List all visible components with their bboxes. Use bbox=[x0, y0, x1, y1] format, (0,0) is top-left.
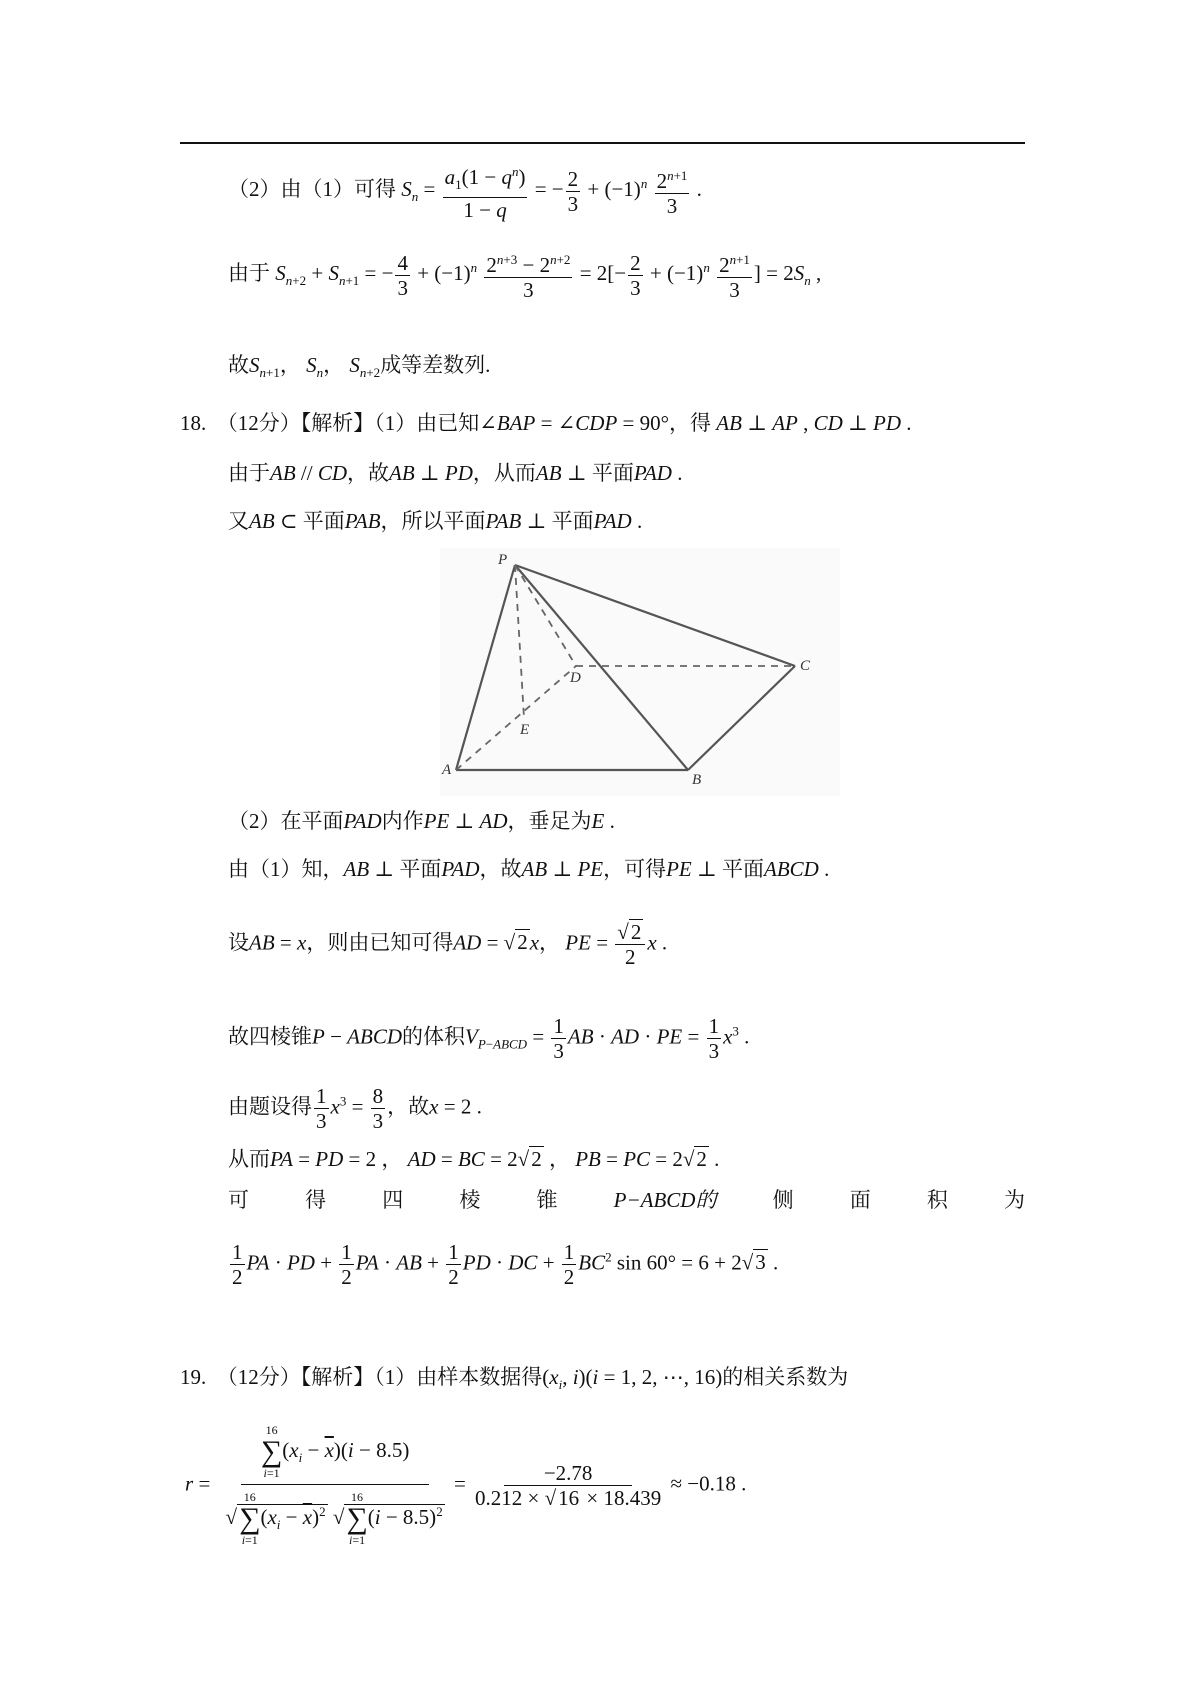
q18-lengths-line: 从而PA = PD = 2 ， AD = BC = 2√2 ， PB = PC = 2√2 . bbox=[228, 1147, 720, 1171]
q19-heading: 19. （12分）【解析】（1）由样本数据得($x_i$, i)(i = 1, 2, ⋯, 16)的相关系数为 bbox=[180, 1365, 849, 1393]
text: 平面 bbox=[591, 461, 634, 485]
q18-area-intro bbox=[228, 1184, 1025, 1214]
question-head: （12分）【解析】（1）由已知 bbox=[216, 411, 480, 435]
word: 得 bbox=[305, 1188, 327, 1212]
text: ，得 bbox=[669, 411, 712, 435]
text: 从而 bbox=[228, 1147, 270, 1171]
text: 的相关系数为 bbox=[722, 1365, 849, 1389]
word: 锥 bbox=[536, 1188, 558, 1212]
q18-part2-line1: （2）在平面PAD内作PE ⊥ AD，垂足为E . bbox=[228, 809, 615, 833]
word: 为 bbox=[1003, 1188, 1025, 1212]
correlation-result: −0.18 bbox=[687, 1471, 736, 1496]
text: ，从而 bbox=[472, 461, 536, 485]
denominator-part: 0.212 bbox=[475, 1486, 523, 1510]
question-number: 19. bbox=[180, 1365, 207, 1389]
label-c: C bbox=[800, 658, 811, 674]
text: 又 bbox=[228, 509, 249, 533]
question-head: （12分）【解析】（1）由样本数据得 bbox=[216, 1365, 543, 1389]
q19-correlation-formula: r = 16 ∑ i=1 $(x_i - \overline{x})(i - 8.5)$ √ 16 ∑ i=1 $(x_i - \overline{x})^2$ √ 16 ∑ i=1 $(i - 8.5)^2$ = $\frac{-2.78}{0.212 \times √16 \times 18.439}$ ≈ −0.18 . bbox=[185, 1423, 747, 1547]
text: 故四棱锥 bbox=[228, 1024, 312, 1049]
label-p: P bbox=[498, 552, 508, 568]
line-prefix: 由于 bbox=[228, 260, 270, 285]
q18-line3: 又AB ⊂ 平面PAB，所以平面PAB ⊥ 平面PAD . bbox=[228, 509, 643, 533]
header-rule bbox=[180, 142, 1025, 144]
question-number: 18. bbox=[180, 411, 207, 435]
text: 由题设得 bbox=[228, 1094, 312, 1119]
text: ，所以平面 bbox=[380, 509, 486, 533]
sum-relation-line: 由于 $S_{n+2} + S_{n+1}$ = − $\frac{4}{3}$ + $(-1)^n$ $\frac{2^{n+3} - 2^{n+2}}{3}$ = 2[− $\frac{2}{3}$ + $(-1)^n$ $\frac{2^{n+1}}{3}$ ] = $2S_n$ , bbox=[228, 248, 821, 302]
word: 四 bbox=[382, 1188, 404, 1212]
text: ，故 bbox=[387, 1094, 430, 1119]
text: 平面 bbox=[722, 857, 764, 881]
text: （2）在平面 bbox=[228, 809, 344, 833]
pyramid-figure bbox=[440, 548, 840, 796]
q18-volume-line: 故四棱锥P − ABCD的体积$V_{P-ABCD}$ = $\frac{1}{3}$ AB · AD · PE = $\frac{1}{3}$ $x^3$ . bbox=[228, 1014, 750, 1063]
q18-area-formula: $\frac{1}{2}$ PA · PD + $\frac{1}{2}$ PA · AB + $\frac{1}{2}$ PD · DC + $\frac{1}{2}$ $BC^2$ sin 60° = 6 + 2√3 . bbox=[232, 1240, 779, 1289]
label-b: B bbox=[692, 772, 702, 788]
text: 设 bbox=[228, 930, 249, 955]
text: ，故 bbox=[479, 857, 522, 881]
word: P−ABCD的 bbox=[613, 1188, 717, 1212]
line-suffix: 成等差数列. bbox=[380, 353, 491, 377]
q18-solve-line: 由题设得 $\frac{1}{3}$ $x^3$ = $\frac{8}{3}$ ，故x = 2 . bbox=[228, 1084, 482, 1133]
text: 的体积 bbox=[402, 1024, 465, 1049]
text: 平面 bbox=[399, 857, 442, 881]
word: 积 bbox=[926, 1188, 948, 1212]
text: ，则由已知可得 bbox=[306, 930, 454, 955]
word: 可 bbox=[228, 1188, 249, 1212]
text: 平面 bbox=[302, 509, 345, 533]
text: ，故 bbox=[347, 461, 390, 485]
text: 平面 bbox=[551, 509, 594, 533]
line-prefix: 故 bbox=[228, 353, 249, 377]
text: ，可得 bbox=[603, 857, 667, 881]
text: 内作 bbox=[381, 809, 424, 833]
denominator-part: 16 bbox=[558, 1486, 580, 1510]
q18-set-line: 设AB = x，则由已知可得AD = √2x， PE = $\frac{√2}{2}$ x . bbox=[228, 920, 668, 969]
word: 棱 bbox=[459, 1188, 481, 1212]
label-d: D bbox=[570, 670, 581, 686]
line-prefix: （2）由（1）可得 bbox=[228, 176, 396, 201]
text: ，垂足为 bbox=[507, 809, 592, 833]
label-a: A bbox=[442, 762, 452, 778]
text: 由于 bbox=[228, 461, 270, 485]
q18-part2-line2: 由（1）知，AB ⊥ 平面PAD，故AB ⊥ PE，可得PE ⊥ 平面ABCD . bbox=[228, 857, 830, 881]
q18-line2: 由于AB // CD，故AB ⊥ PD，从而AB ⊥ 平面PAD . bbox=[228, 461, 683, 485]
denominator-part: 18.439 bbox=[603, 1486, 662, 1510]
text: 由（1）知， bbox=[228, 857, 344, 881]
conclusion-line: 故$S_{n+1}$， $S_n$， $S_{n+2}$成等差数列. bbox=[228, 353, 491, 381]
q18-heading: 18. （12分）【解析】（1）由已知∠BAP = ∠CDP = 90°，得 AB ⊥ AP , CD ⊥ PD . bbox=[180, 411, 912, 435]
label-e: E bbox=[520, 722, 530, 738]
word: 面 bbox=[849, 1188, 871, 1212]
word: 侧 bbox=[772, 1188, 794, 1212]
numerator-value: −2.78 bbox=[504, 1461, 633, 1486]
sum-formula-line: （2）由（1）可得 $S_n$ = $\frac{a_1(1 - q^n)}{1 - q}$ = − $\frac{2}{3}$ + $(-1)^n$ $\frac{2^{n+1}}{3}$ . bbox=[228, 160, 702, 222]
